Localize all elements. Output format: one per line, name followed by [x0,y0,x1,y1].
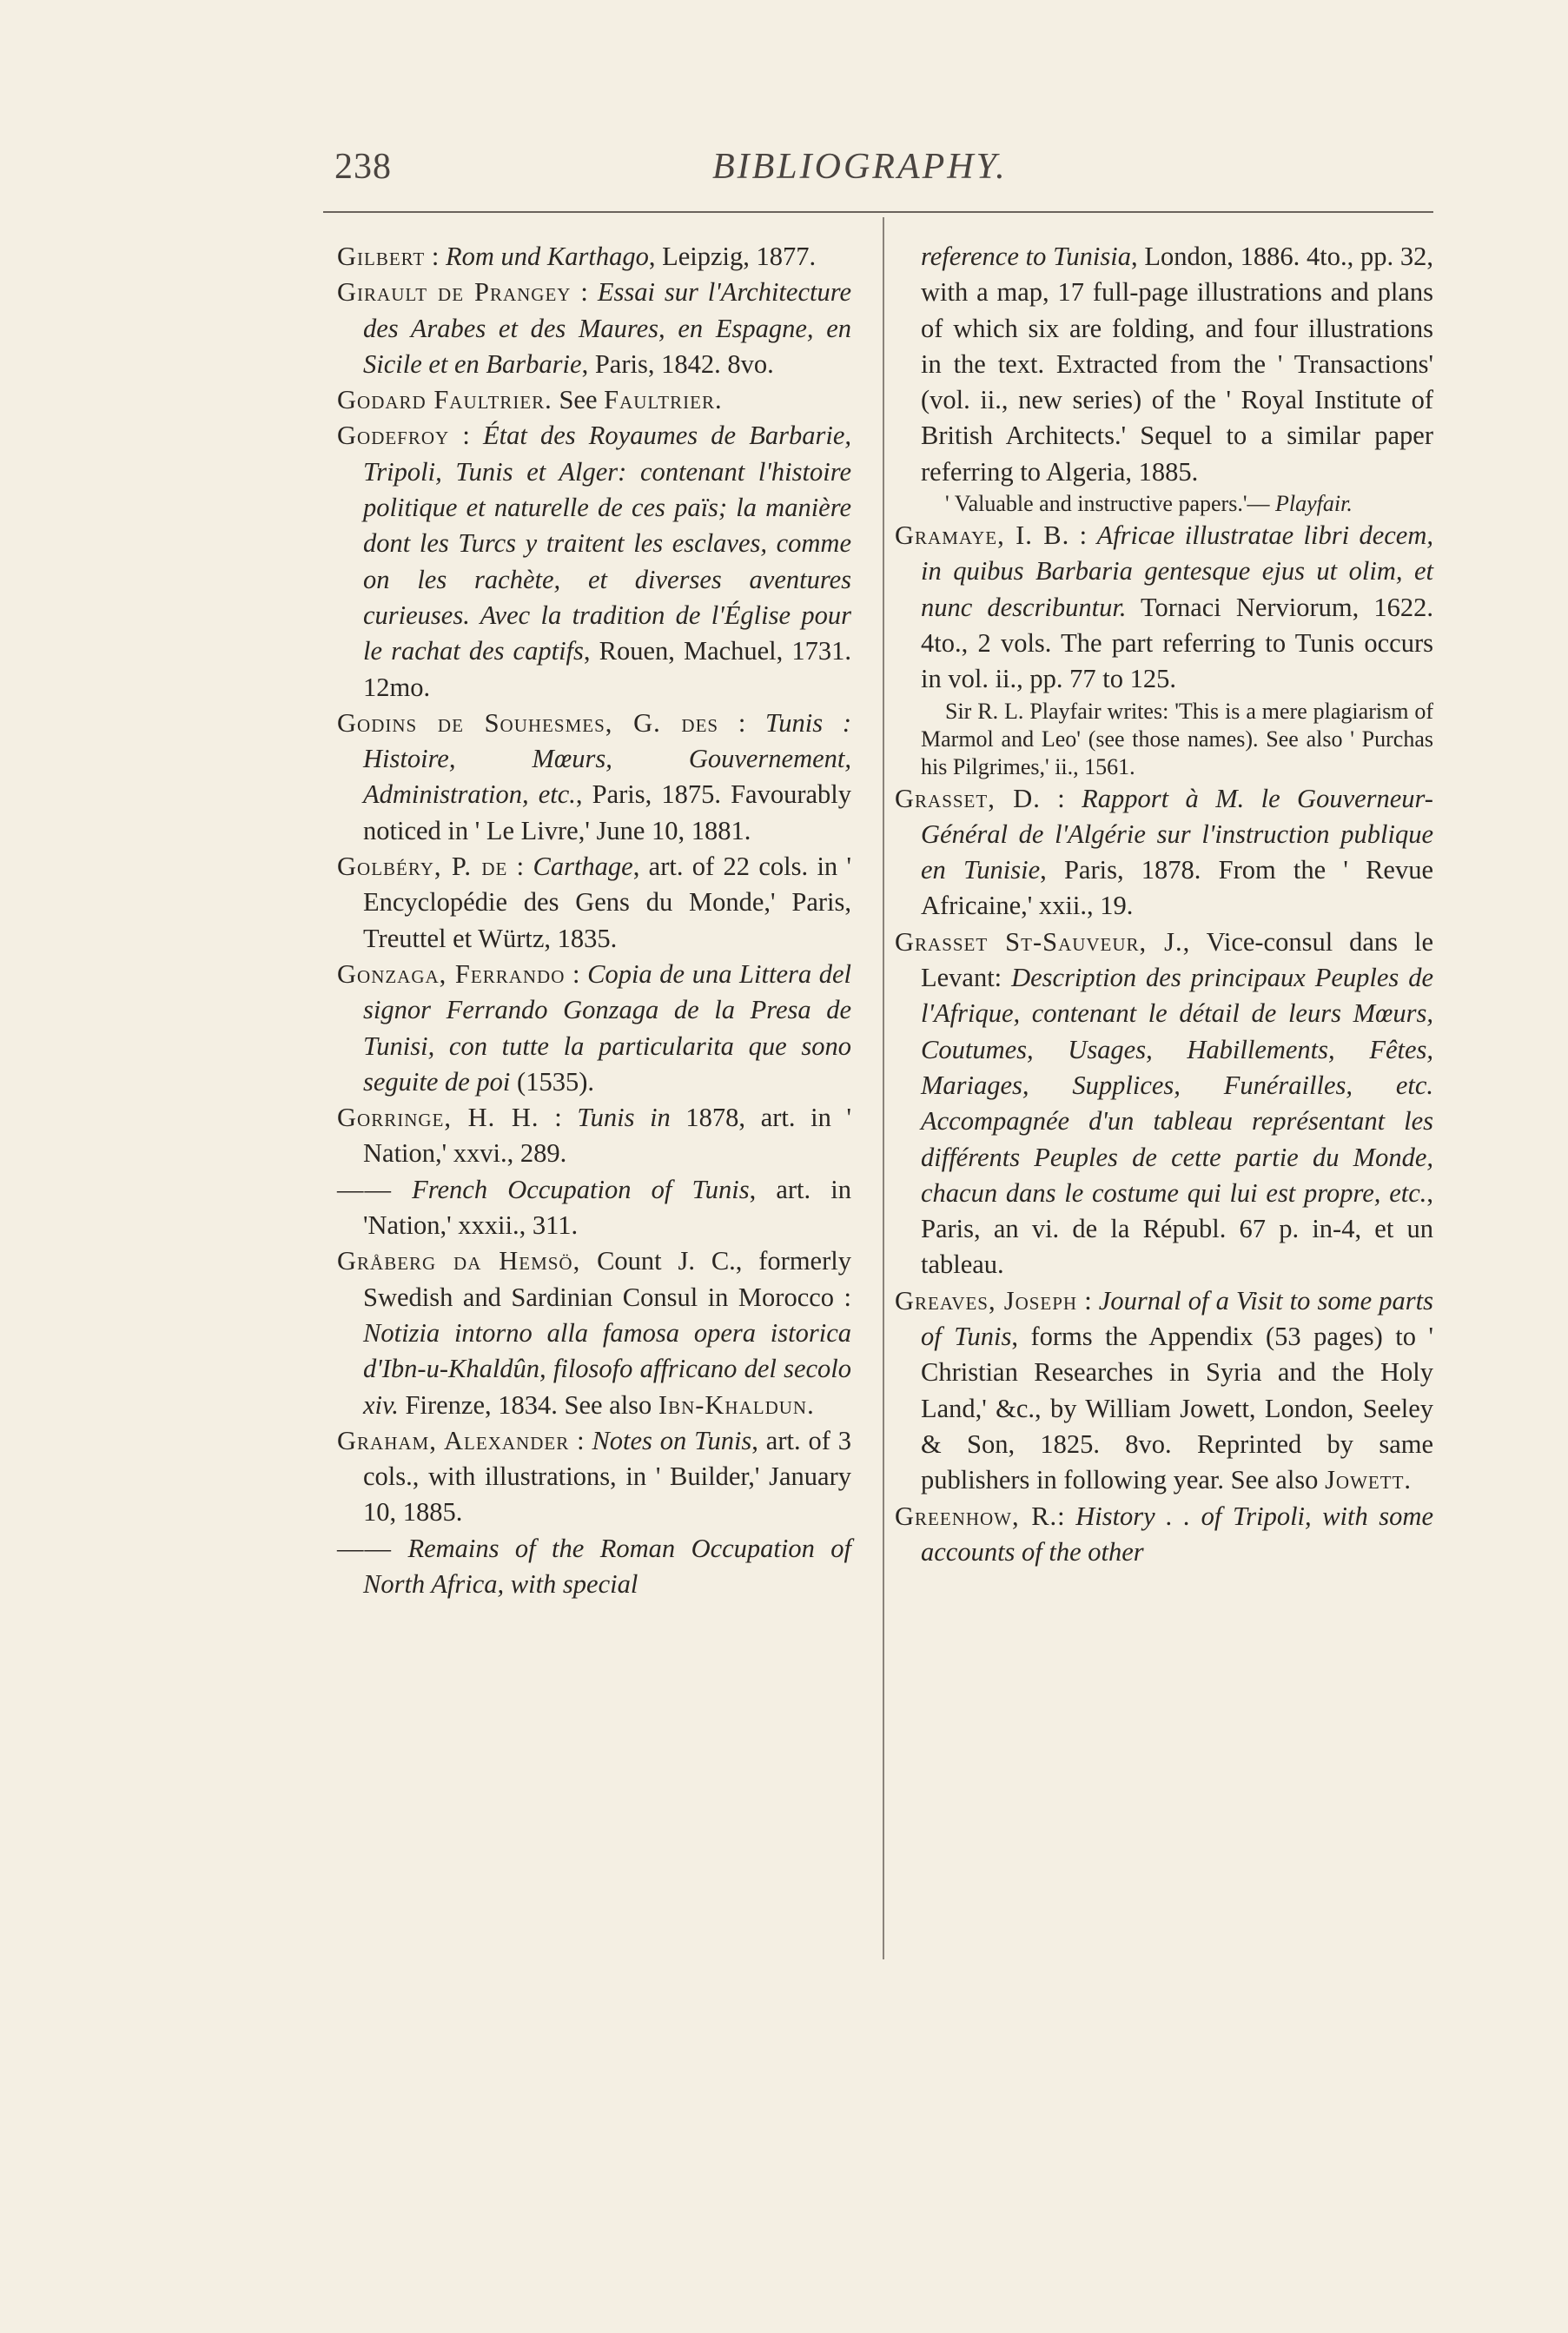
bibliography-entry [337,239,851,275]
entry-detail: 1878, art. in ' Nation,' xxvi., 289. [363,1103,851,1169]
entry-detail: (1535). [510,1066,594,1097]
bibliography-entry [337,418,851,705]
bibliography-note [895,698,1433,781]
entry-detail: Firenze, 1834. See also [398,1389,658,1420]
note-source: Playfair. [1275,491,1353,517]
entry-detail: : [1077,1285,1099,1316]
entry-detail: , Paris, 1842. 8vo. [581,348,774,379]
entry-author: Godins de Souhesmes, G. des [337,707,719,738]
bibliography-note [895,490,1433,518]
bibliography-entry [337,1100,851,1172]
header-rule [323,211,1433,213]
right-column [895,239,1433,1570]
entry-detail: : [425,242,446,271]
bibliography-entry [337,1243,851,1422]
entry-detail: See [552,385,605,415]
entry-detail: : [569,1425,592,1455]
entry-detail: : [1040,783,1082,813]
bibliography-entry [895,925,1433,1283]
entry-detail: , London, 1886. 4to., pp. 32, with a map, 17 full-page illustrations and plans of which six are folding, and four illustrations in the text. Extracted from the ' Transactions' (vol. ii., new series) of the ' Royal Institute of British Architects.' Sequel to a similar paper referring to Algeria, 1885. [921,242,1433,487]
entry-detail: : [565,958,588,989]
entry-detail: , art. of 3 cols., with illustrations, in ' Builder,' January 10, 1885. [363,1425,851,1528]
entry-title: Africae illustratae libri decem, in quibus Barbaria gentesque ejus ut olim, et nunc describuntur. [921,520,1433,622]
entry-cross-reference: Jowett. [1325,1465,1413,1495]
entry-title: Notizia intorno alla famosa opera istorica d'Ibn-u-Khaldûn, filosofo affricano del secolo xiv. [363,1317,851,1420]
bibliography-entry [337,1172,851,1244]
entry-author: —— [337,1174,392,1204]
entry-author: Gråberg da Hemsö, [337,1246,581,1276]
entry-title: Journal of a Visit to some parts of Tunis [921,1285,1433,1352]
entry-author: Gorringe, H. H. [337,1103,539,1133]
entry-author: —— [337,1533,392,1563]
entry-title: Tunis in [577,1103,671,1133]
entry-cross-reference: Faultrier. [604,385,723,415]
entry-detail [392,1175,412,1204]
bibliography-entry [337,849,851,957]
bibliography-entry [895,239,1433,490]
entry-author: Gonzaga, Ferrando [337,958,566,989]
entry-title: Essai sur l'Architecture des Arabes et des Maures, en Espagne, en Sicile et en Barbarie [363,277,851,379]
entry-author: Gilbert [337,242,426,271]
bibliography-entry [895,781,1433,925]
entry-title: État des Royaumes de Barbarie, Tripoli, Tunis et Alger: contenant l'histoire politique et naturelle de ces païs; la manière dont les Turcs y traitent les esclaves, comme on les rachète, et diverses aventures curieuses. Avec la tradition de l'Église pour le rachat des captifs [363,421,851,666]
entry-title: French Occupation of Tunis [412,1174,750,1204]
entry-detail: Count J. C., formerly Swedish and Sardinian Consul in Morocco : [363,1246,851,1312]
entry-detail: , Paris, an vi. de la Républ. 67 p. in-4, et un tableau. [921,1177,1433,1280]
bibliography-entry [895,1499,1433,1571]
entry-title: reference to Tunisia [921,242,1131,271]
entry-detail: : [507,852,533,882]
entry-detail: , Rouen, Machuel, 1731. 12mo. [363,636,851,702]
entry-detail: Vice-consul dans le Levant: [921,926,1433,993]
entry-detail: : [449,421,483,451]
entry-detail: , forms the Appendix (53 pages) to ' Christian Researches in Syria and the Holy Land,' &c., by William Jowett, London, Seeley & Son, 1825. 8vo. Reprinted by same publishers in following year. See also [921,1322,1433,1495]
entry-title: Notes on Tunis [592,1425,752,1455]
page-number: 238 [334,147,392,187]
entry-detail: : [1069,520,1097,551]
entry-title: Tunis : Histoire, Mœurs, Gouvernement, Administration, etc. [363,707,851,810]
entry-title: Copia de una Littera del signor Ferrando Gonzaga de la Presa de Tunisi, con tutte la particularita que sono seguite de poi [363,958,851,1097]
left-column [337,239,851,1602]
entry-title: Remains of the Roman Occupation of North Africa, with special [363,1533,852,1599]
entry-author: Godefroy [337,421,450,451]
entry-detail [392,1534,407,1563]
entry-title: Rapport à M. le Gouverneur-Général de l'Algérie sur l'instruction publique en Tunisie [921,783,1433,885]
entry-author: Greaves, Joseph [895,1285,1078,1316]
note-text: ' Valuable and instructive papers.'— [945,491,1276,517]
entry-author: Graham, Alexander [337,1425,570,1455]
entry-author: Grasset, D. [895,783,1041,813]
bibliography-entry [337,1423,851,1531]
entry-cross-reference: Ibn-Khaldun. [658,1389,815,1420]
bibliography-entry [895,518,1433,697]
entry-author: Grasset St-Sauveur, J., [895,926,1191,957]
bibliography-entry [337,1531,851,1603]
entry-detail: , Paris, 1875. Favourably noticed in ' Le Livre,' June 10, 1881. [363,779,851,845]
entry-detail: , Leipzig, 1877. [648,242,817,271]
entry-detail: : [539,1103,578,1133]
entry-title: Rom und Karthago [446,242,649,271]
entry-detail: : [1057,1501,1076,1531]
bibliography-entry [337,706,851,849]
entry-detail: : [718,707,765,738]
bibliography-entry [337,957,851,1100]
entry-author: Godard Faultrier. [337,385,552,415]
entry-title: Carthage [533,852,633,882]
entry-detail: Tornaci Nerviorum, 1622. 4to., 2 vols. The part referring to Tunis occurs in vol. ii., pp. 77 to 125. [921,592,1433,694]
entry-detail: , Paris, 1878. From the ' Revue Africaine,' xxii., 19. [921,855,1433,921]
bibliography-entry [337,382,851,418]
note-text: Sir R. L. Playfair writes: 'This is a mere plagiarism of Marmol and Leo' (see those names). See also ' Purchas his Pilgrimes,' ii., 1561. [921,698,1433,779]
entry-author: Greenhow, R. [895,1501,1058,1531]
bibliography-entry [337,275,851,382]
entry-detail: : [571,277,598,308]
entry-author: Gramaye, I. B. [895,520,1070,551]
running-head: BIBLIOGRAPHY. [712,147,1008,187]
entry-title: History . . of Tripoli, with some accounts of the other [921,1501,1433,1567]
entry-author: Girault de Prangey [337,277,572,308]
entry-detail: , art. of 22 cols. in ' Encyclopédie des Gens du Monde,' Paris, Treuttel et Würtz, 1835. [363,852,851,953]
entry-detail: , art. in 'Nation,' xxxii., 311. [363,1174,851,1241]
column-divider [883,217,884,1959]
entry-author: Golbéry, P. de [337,852,508,882]
bibliography-entry [895,1283,1433,1499]
entry-title: Description des principaux Peuples de l'Afrique, contenant le détail de leurs Mœurs, Coutumes, Usages, Habillements, Fêtes, Mariages, Supplices, Funérailles, etc. Accompagnée d'un tableau représentant les différents Peuples de cette partie du Monde, chacun dans le costume qui lui est propre, etc. [921,963,1433,1208]
